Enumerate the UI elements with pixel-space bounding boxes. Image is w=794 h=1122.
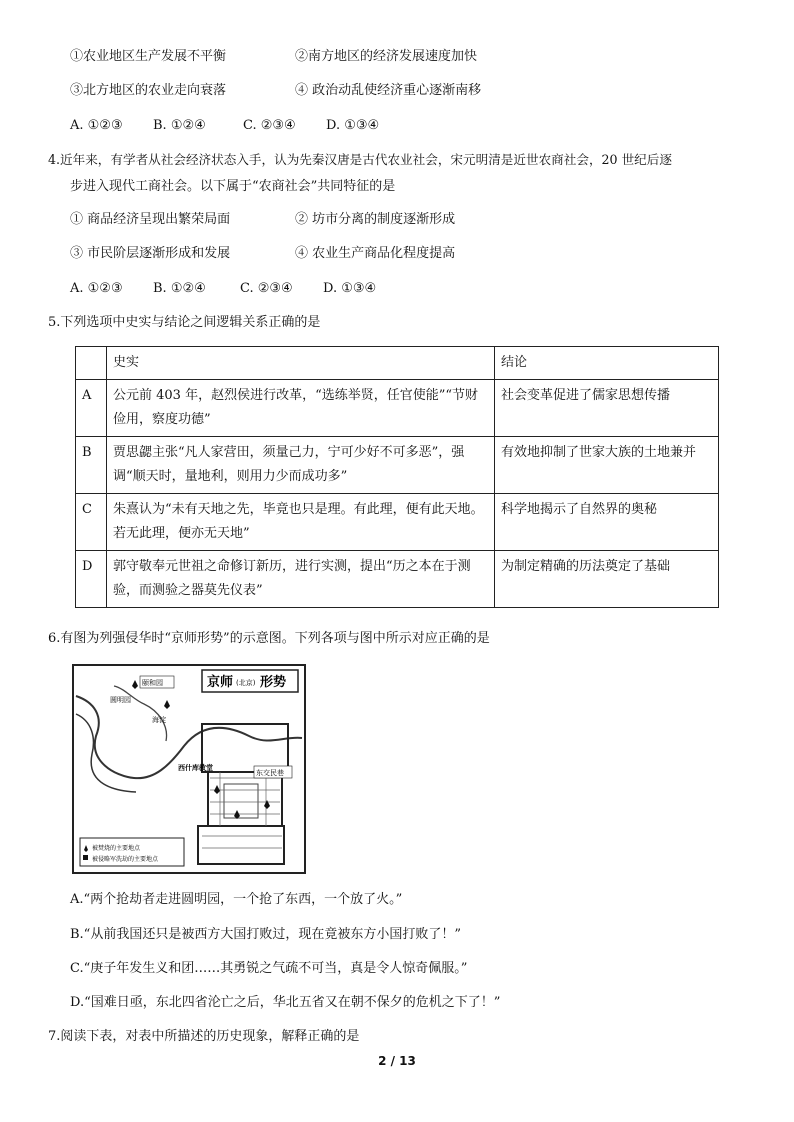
q4-option-a: A. ①②③ — [70, 281, 123, 296]
outer-city-wall — [198, 826, 284, 864]
q6-option-d: D.“国难日亟，东北四省沦亡之后，华北五省又在朝不保夕的危机之下了！” — [70, 995, 501, 1010]
q3-statement-2: ②南方地区的经济发展速度加快 — [295, 49, 478, 64]
q4-stem-line2: 步进入现代工商社会。以下属于“农商社会”共同特征的是 — [70, 179, 396, 194]
q4-statement-4: ④ 农业生产商品化程度提高 — [295, 246, 456, 261]
fact-cell: 公元前 403 年，赵烈侯进行改革，“选练举贤，任官使能”“节财俭用，察度功德” — [107, 380, 495, 437]
table-row — [76, 551, 719, 608]
conclusion-cell: 为制定精确的历法奠定了基础 — [495, 551, 719, 608]
q3-statement-3: ③北方地区的农业走向衰落 — [70, 83, 227, 98]
table-row — [76, 380, 719, 437]
city-wall-outer — [202, 724, 288, 772]
q6-option-c: C.“庚子年发生义和团……其勇锐之气疏不可当，真是令人惊奇佩服。” — [70, 961, 468, 976]
q4-statement-2: ② 坊市分离的制度逐渐形成 — [295, 212, 456, 227]
conclusion-cell: 有效地抑制了世家大族的土地兼并 — [495, 437, 719, 494]
q4-statement-3: ③ 市民阶层逐渐形成和发展 — [70, 246, 231, 261]
map-title: 京师 — [207, 675, 234, 690]
q3-statement-4: ④ 政治动乱使经济重心逐渐南移 — [295, 83, 482, 98]
q3-option-a: A. ①②③ — [70, 118, 123, 133]
q5-table — [75, 346, 719, 608]
q3-option-d: D. ①③④ — [326, 118, 380, 133]
label-yuanmingyuan: 圆明园 — [110, 696, 131, 704]
legend-label-looted: 被侵略军洗劫的主要地点 — [92, 856, 159, 863]
legend-label-burned: 被焚烧的主要地点 — [92, 845, 141, 852]
q5-stem: 5.下列选项中史实与结论之间逻辑关系正确的是 — [48, 315, 321, 330]
q4-statement-1: ① 商品经济呈现出繁荣局面 — [70, 212, 231, 227]
conclusion-cell: 科学地揭示了自然界的奥秘 — [495, 494, 719, 551]
row-label: C — [76, 494, 107, 551]
road-line-2 — [114, 686, 167, 741]
map-drawing — [74, 666, 304, 872]
fact-cell: 贾思勰主张“凡人家营田，须量己力，宁可少好不可多恶”，强调“顺天时，量地利，则用力少而成功多” — [107, 437, 495, 494]
imperial-city — [224, 784, 258, 818]
table-header-cell — [76, 347, 107, 380]
label-xishiku: 西什库教堂 — [178, 764, 213, 772]
map-title-small: (北京) — [236, 679, 256, 687]
table-row — [76, 437, 719, 494]
q4-stem-line1: 4.近年来，有学者从社会经济状态入手，认为先秦汉唐是古代农业社会，宋元明清是近世农商社会，20 世纪后逐 — [48, 152, 672, 167]
q7-stem: 7.阅读下表，对表中所描述的历史现象，解释正确的是 — [48, 1029, 360, 1044]
label-haidian: 海淀 — [152, 716, 166, 724]
fact-cell: 郭守敬奉元世祖之命修订新历，进行实测，提出“历之本在于测验，而测验之器莫先仪表” — [107, 551, 495, 608]
conclusion-cell: 社会变革促进了儒家思想传播 — [495, 380, 719, 437]
q3-option-c: C. ②③④ — [243, 118, 296, 133]
label-yiheyuan: 颐和园 — [142, 679, 163, 687]
beijing-map-figure — [72, 664, 306, 874]
map-title-tail: 形势 — [260, 675, 287, 690]
label-legation: 东交民巷 — [256, 769, 284, 777]
row-label: D — [76, 551, 107, 608]
q4-option-b: B. ①②④ — [153, 281, 206, 296]
road-line — [76, 714, 136, 792]
q3-statement-1: ①农业地区生产发展不平衡 — [70, 49, 227, 64]
q3-option-b: B. ①②④ — [153, 118, 206, 133]
table-header-row — [76, 347, 719, 380]
table-row — [76, 494, 719, 551]
table-header-cell: 结论 — [495, 347, 719, 380]
fact-cell: 朱熹认为“未有天地之先，毕竟也只是理。有此理，便有此天地。若无此理，便亦无天地” — [107, 494, 495, 551]
table-header-cell: 史实 — [107, 347, 495, 380]
row-label: B — [76, 437, 107, 494]
page-number: 2 / 13 — [378, 1054, 416, 1068]
q6-stem: 6.有图为列强侵华时“京师形势”的示意图。下列各项与图中所示对应正确的是 — [48, 631, 490, 646]
q4-option-c: C. ②③④ — [240, 281, 293, 296]
q6-option-a: A.“两个抢劫者走进圆明园，一个抢了东西，一个放了火。” — [70, 892, 403, 907]
q6-option-b: B.“从前我国还只是被西方大国打败过，现在竟被东方小国打败了！” — [70, 927, 461, 942]
row-label: A — [76, 380, 107, 437]
q4-option-d: D. ①③④ — [323, 281, 377, 296]
